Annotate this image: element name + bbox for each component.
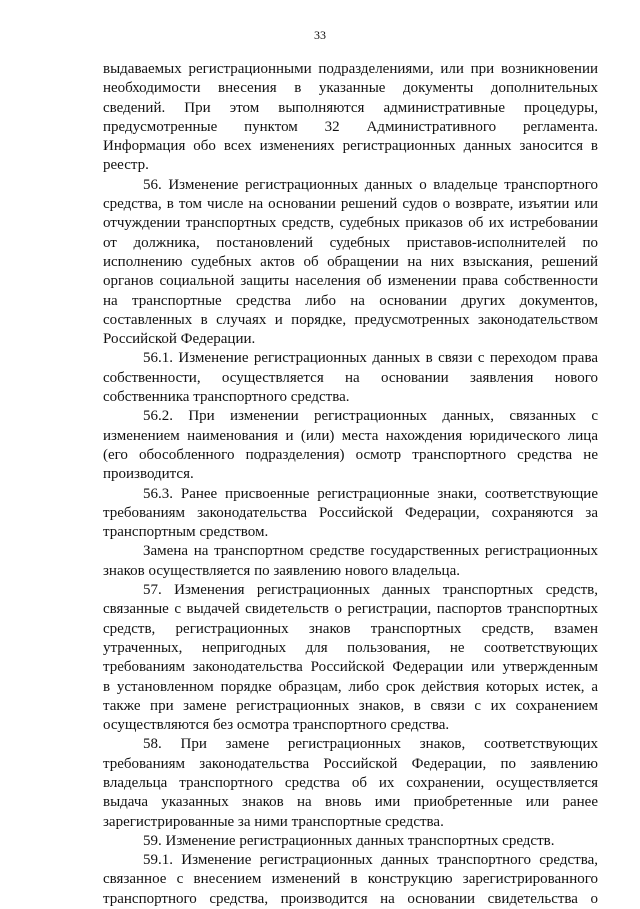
- text-line: транспортным средством.: [103, 524, 269, 541]
- text-line: Замена на транспортном средстве государственных регистрационных: [143, 543, 598, 560]
- paragraph: [103, 581, 598, 735]
- text-line: 56.2. При изменении регистрационных данных, связанных с: [143, 408, 598, 425]
- paragraph: [103, 851, 598, 909]
- text-line: от должника, постановлений судебных приставов-исполнителей по: [103, 234, 598, 251]
- text-line: производится.: [103, 466, 194, 483]
- text-line: выдаваемых регистрационными подразделениями, или при возникновении: [103, 61, 598, 77]
- text-line: связанные с выдачей свидетельств о регистрации, паспортов транспортных: [103, 601, 598, 618]
- text-line: выдача указанных знаков на вновь ими приобретенные или ранее: [103, 794, 598, 811]
- text-line: органов социальной защиты населения об изменении права собственности: [103, 273, 598, 290]
- text-line: также при замене регистрационных знаков, в связи с их сохранением: [103, 697, 598, 714]
- text-line: отчуждении транспортных средств, судебных приказов об их истребовании: [103, 215, 598, 232]
- text-line: изменением наименования и (или) места нахождения юридического лица: [103, 427, 598, 444]
- text-line: знаков осуществляется по заявлению нового владельца.: [103, 562, 460, 579]
- text-line: составленных в случаях и порядке, предусмотренных законодательством: [103, 311, 598, 328]
- paragraph: [103, 349, 598, 407]
- text-line: собственности, осуществляется на основании заявления нового: [103, 369, 598, 386]
- text-line: требованиям законодательства Российской Федерации, сохраняются за: [103, 504, 598, 521]
- text-line: транспортного средства, производится на основании свидетельства о: [103, 890, 598, 907]
- text-line: 56.1. Изменение регистрационных данных в связи с переходом права: [143, 350, 598, 367]
- paragraph: [103, 60, 598, 176]
- text-line: связанное с внесением изменений в конструкцию зарегистрированного: [103, 871, 598, 888]
- paragraph: [103, 485, 598, 543]
- text-line: утраченных, непригодных для пользования, не соответствующих: [103, 639, 598, 656]
- text-line: требованиям законодательства Российской Федерации, по заявлению: [103, 755, 598, 772]
- text-line: требованиям законодательства Российской Федерации или утвержденным: [103, 659, 598, 676]
- text-line: 59.1. Изменение регистрационных данных транспортного средства,: [143, 852, 598, 869]
- document-body: [103, 60, 598, 909]
- text-line: исполнению судебных актов об обращении на них взыскания, решений: [103, 253, 598, 270]
- text-line: Российской Федерации.: [103, 331, 256, 348]
- text-line: владельца транспортного средства об их сохранении, осуществляется: [103, 774, 598, 791]
- text-line: предусмотренные пунктом 32 Административного регламента.: [103, 118, 598, 135]
- page-number: 33: [314, 28, 326, 42]
- text-line: в установленном порядке образцам, либо срок действия которых истек, а: [103, 678, 598, 695]
- paragraph: [103, 407, 598, 484]
- text-line: (его обособленного подразделения) осмотр транспортного средства не: [103, 446, 598, 463]
- text-line: 56. Изменение регистрационных данных о владельце транспортного: [143, 176, 598, 193]
- text-line: собственника транспортного средства.: [103, 389, 350, 406]
- text-line: осуществляются без осмотра транспортного средства.: [103, 717, 450, 734]
- text-line: средства, в том числе на основании решений судов о возврате, изъятии или: [103, 196, 598, 213]
- text-line: средств, регистрационных знаков транспортных средств, взамен: [103, 620, 598, 637]
- paragraph: [103, 542, 598, 581]
- text-line: реестр.: [103, 157, 149, 174]
- text-line: 57. Изменения регистрационных данных транспортных средств,: [143, 582, 598, 599]
- text-line: необходимости внесения в указанные документы дополнительных: [103, 80, 598, 97]
- text-line: сведений. При этом выполняются административные процедуры,: [103, 99, 598, 116]
- text-line: 58. При замене регистрационных знаков, соответствующих: [143, 736, 598, 753]
- paragraph: [103, 735, 598, 831]
- text-line: на транспортные средства либо на основании других документов,: [103, 292, 598, 309]
- text-line: зарегистрированные за ними транспортные средства.: [103, 813, 444, 830]
- text-line: 59. Изменение регистрационных данных транспортных средств.: [143, 832, 555, 849]
- paragraph: [103, 176, 598, 350]
- text-line: 56.3. Ранее присвоенные регистрационные знаки, соответствующие: [143, 485, 598, 502]
- text-line: Информация обо всех изменениях регистрационных данных заносится в: [103, 138, 598, 155]
- paragraph: [103, 832, 598, 851]
